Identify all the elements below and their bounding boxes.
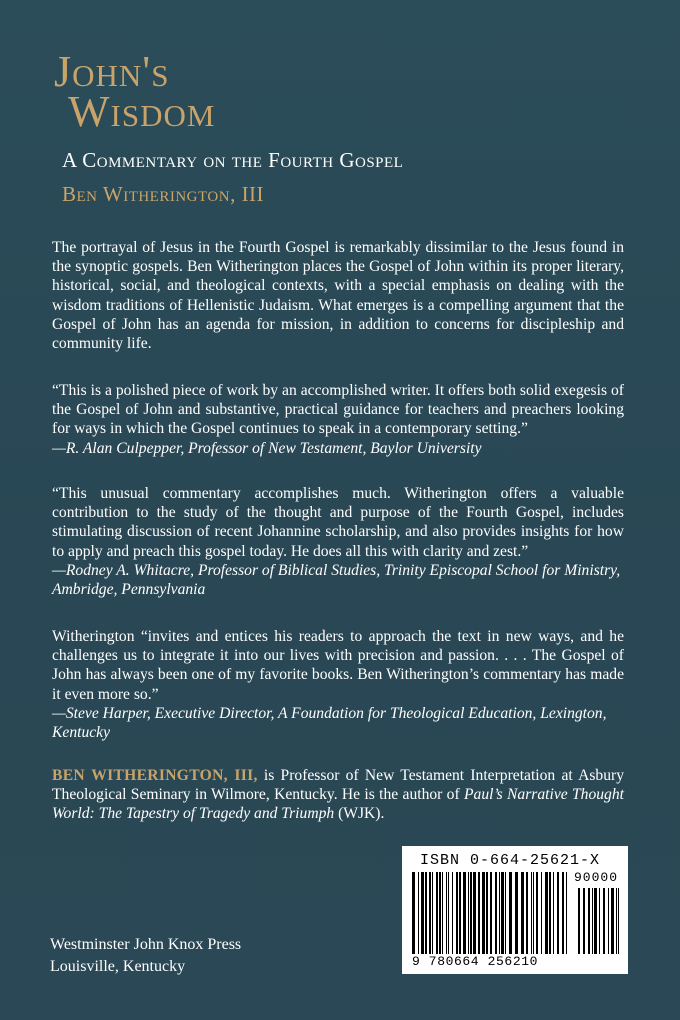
- barcode-bar: [618, 888, 619, 954]
- barcode-bar: [432, 872, 433, 954]
- ean-number: 9 780664 256210: [412, 954, 539, 969]
- publisher-name: Westminster John Knox Press: [50, 936, 242, 953]
- barcode-bar: [439, 872, 441, 954]
- barcode-bar: [470, 872, 472, 954]
- barcode-bar: [562, 872, 564, 954]
- description-paragraph: The portrayal of Jesus in the Fourth Gospel is remarkably dissimilar to the Jesus found in the synoptic gospels. Ben Witherington places the Gospel of John within its proper literary, historical, social, and theological contexts, with a special emphasis on dealing with the wisdom traditions of Hellenistic Judaism. What emerges is a compelling argument that the Gospel of John has an agenda for mission, in addition to concerns for discipleship and community life.: [52, 239, 624, 353]
- barcode-bar: [429, 872, 431, 954]
- author-bio: [52, 766, 624, 824]
- publisher-info: [50, 934, 241, 978]
- title-line-1: John's: [54, 47, 170, 96]
- barcode-bar: [421, 872, 424, 954]
- barcode-bar: [536, 872, 538, 954]
- barcode-bar: [442, 872, 443, 954]
- barcode-bar: [578, 888, 580, 954]
- barcode-bar: [412, 872, 415, 954]
- barcode-bar: [526, 872, 528, 954]
- title-line-2: Wisdom: [68, 87, 216, 136]
- bio-text-end: (WJK).: [334, 805, 385, 823]
- endorsement-attribution: —R. Alan Culpepper, Professor of New Testament, Baylor University: [52, 439, 482, 457]
- barcode-bar: [509, 872, 512, 954]
- endorsement-attribution: —Steve Harper, Executive Director, A Foundation for Theological Education, Lexington, Kentucky: [52, 704, 607, 742]
- barcode-bar: [541, 872, 542, 954]
- barcode-bar: [490, 872, 492, 954]
- barcode-bar: [456, 872, 458, 954]
- bio-author-name: BEN WITHERINGTON, III,: [52, 767, 258, 784]
- barcode-bar: [499, 872, 500, 954]
- barcode-bar: [611, 888, 614, 954]
- barcode-bar: [583, 888, 585, 954]
- addon-barcode-image: [578, 888, 622, 954]
- barcode-bar: [549, 872, 551, 954]
- barcode-bar: [533, 872, 534, 954]
- endorsement-quote: “This unusual commentary accomplishes much. Witherington offers a valuable contribution to the study of the thought and purpose of the Fourth Gospel, includes stimulating discussion of recent Johannine scholarship, and also provides insights for how to apply and preach this gospel today. He does all this with clarity and zest.”: [52, 485, 624, 560]
- barcode-bar: [478, 872, 480, 954]
- barcode-bar: [603, 888, 605, 954]
- barcode-bar: [592, 888, 593, 954]
- endorsement-attribution: —Rodney A. Whitacre, Professor of Biblical Studies, Trinity Episcopal School for Ministry, Ambridge, Pennsylvania: [52, 561, 621, 599]
- barcode-bar: [473, 872, 476, 954]
- barcode-bar: [425, 872, 427, 954]
- endorsement-2: [52, 484, 624, 599]
- barcode-panel: [402, 846, 628, 974]
- barcode-bar: [553, 872, 554, 954]
- book-title: [54, 47, 216, 136]
- publisher-location: Louisville, Kentucky: [50, 958, 186, 975]
- endorsement-1: [52, 381, 624, 458]
- barcode-bar: [468, 872, 469, 954]
- barcode-bar: [501, 872, 504, 954]
- barcode-bar: [545, 872, 548, 954]
- barcode-bar: [495, 872, 497, 954]
- book-author: Ben Witherington, III: [62, 182, 265, 206]
- barcode-bar: [452, 872, 453, 954]
- bio-book-title: Paul’s Narrative Thought World: The Tapestry of Tragedy and Triumph: [52, 786, 624, 823]
- endorsement-quote: “This is a polished piece of work by an accomplished writer. It offers both solid exegesis of the Gospel of John and substantive, practical guidance for teachers and preachers looking for ways in which the Gospel continues to speak in a contemporary setting.”: [52, 382, 624, 438]
- barcode-bar: [418, 872, 419, 954]
- barcode-bar: [616, 888, 617, 954]
- barcode-bar: [588, 888, 590, 954]
- endorsement-3: [52, 627, 624, 742]
- barcode-bar: [482, 872, 485, 954]
- barcode-bar: [459, 872, 461, 954]
- barcode-bar: [515, 872, 518, 954]
- addon-number: 90000: [574, 870, 619, 885]
- barcode-bar: [608, 888, 609, 954]
- barcode-bar: [446, 872, 447, 954]
- bio-text: is Professor of New Testament Interpretation at Asbury Theological Seminary in Wilmore, Kentucky. He is the author of: [52, 767, 624, 804]
- barcode-bar: [463, 872, 466, 954]
- barcode-bar: [521, 872, 524, 954]
- barcode-bar: [436, 872, 438, 954]
- book-subtitle: A Commentary on the Fourth Gospel: [62, 148, 404, 172]
- barcode-bar: [505, 872, 506, 954]
- isbn-number: ISBN 0-664-25621-X: [420, 852, 601, 869]
- endorsement-quote: Witherington “invites and entices his readers to approach the text in new ways, and he challenges us to integrate it into our lives with precision and passion. . . . The Gospel of John has always been one of my favorite books. Ben Witherington’s commentary has made it even more so.”: [52, 628, 624, 703]
- barcode-bar: [566, 872, 567, 954]
- barcode-bar: [486, 872, 488, 954]
- barcode-bar: [557, 872, 559, 954]
- barcode-bar: [594, 888, 597, 954]
- barcode-bar: [448, 872, 449, 954]
- ean-barcode-image: [412, 872, 570, 954]
- barcode-bar: [531, 872, 532, 954]
- barcode-bar: [599, 888, 600, 954]
